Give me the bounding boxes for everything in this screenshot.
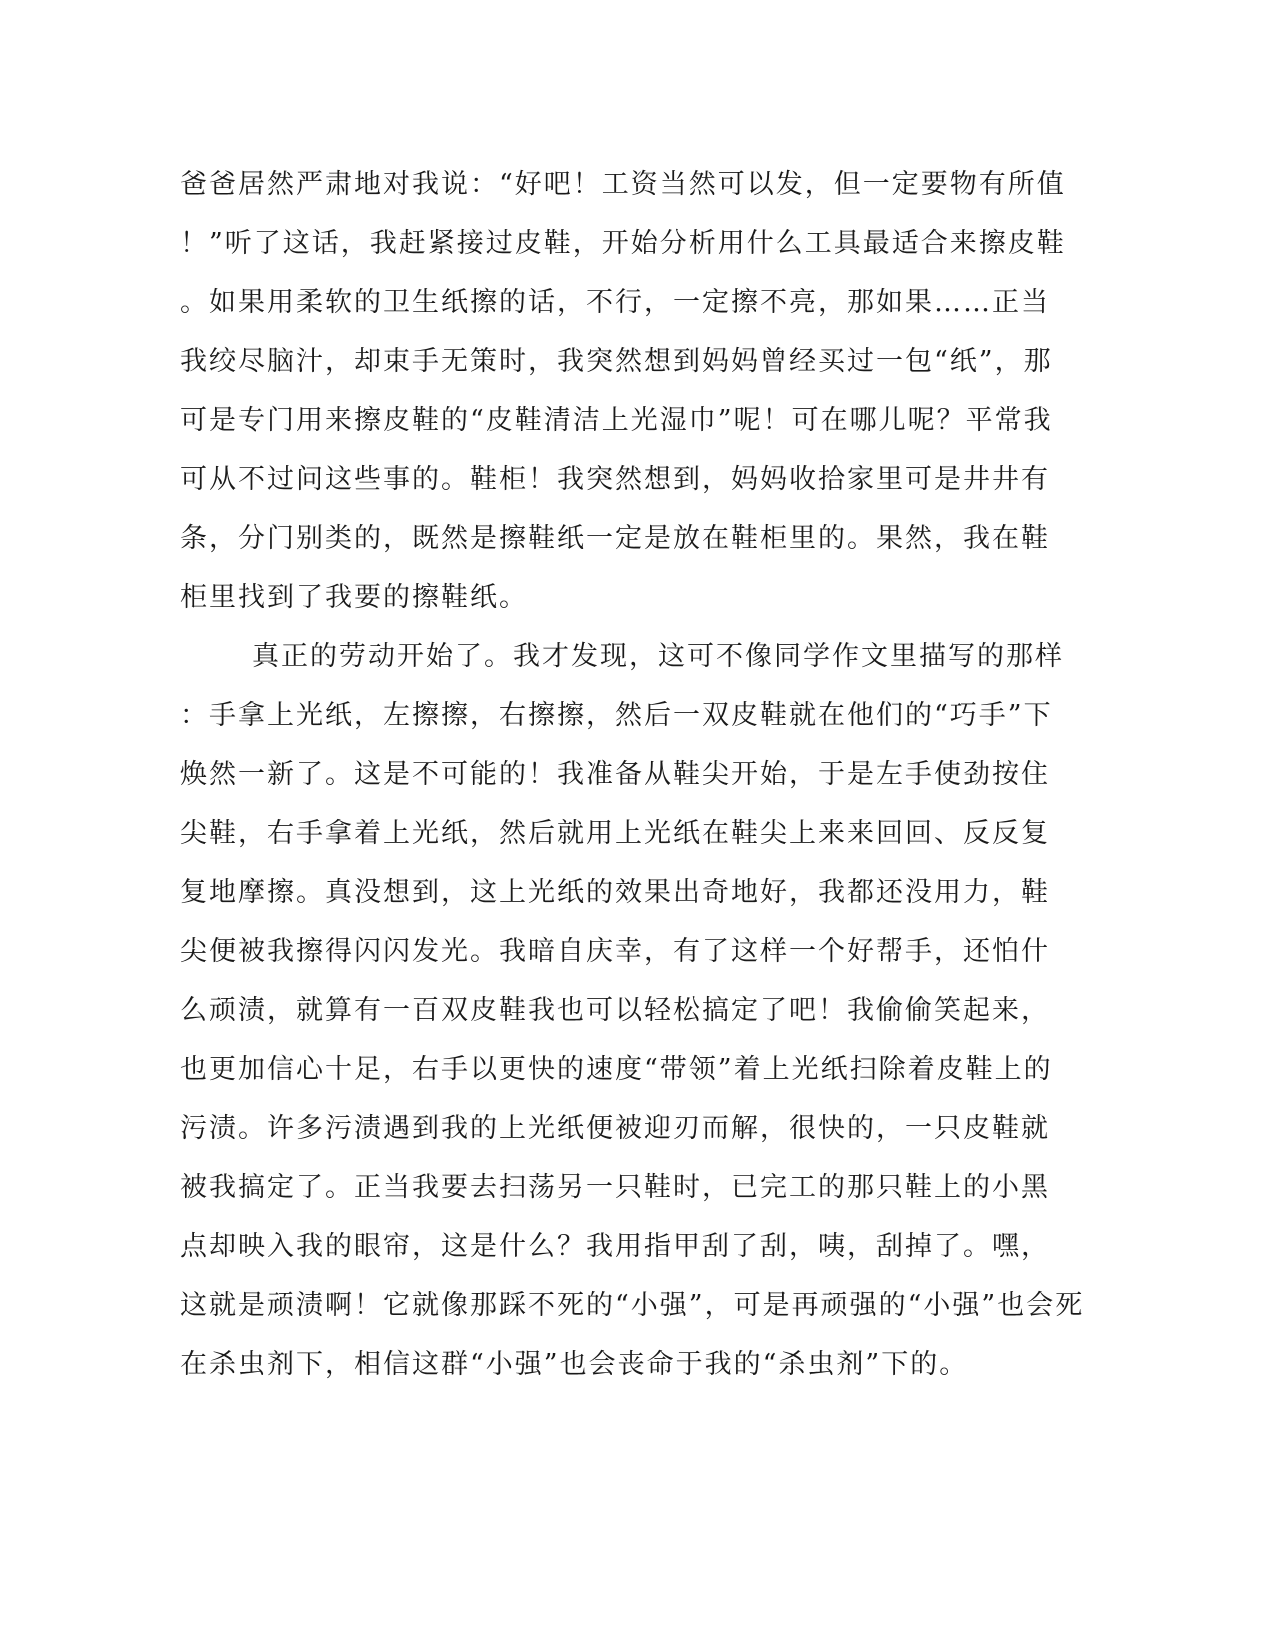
text-line: 复地摩擦。真没想到，这上光纸的效果出奇地好，我都还没用力，鞋 — [180, 877, 1050, 908]
text-line: 尖便被我擦得闪闪发光。我暗自庆幸，有了这样一个好帮手，还怕什 — [180, 936, 1050, 967]
text-line: 我绞尽脑汁，却束手无策时，我突然想到妈妈曾经买过一包“纸”，那 — [180, 346, 1053, 377]
text-line: 尖鞋，右手拿着上光纸，然后就用上光纸在鞋尖上来来回回、反反复 — [180, 818, 1050, 849]
text-line: 么顽渍，就算有一百双皮鞋我也可以轻松搞定了吧！我偷偷笑起来， — [180, 995, 1050, 1026]
text-line: 可是专门用来擦皮鞋的“皮鞋清洁上光湿巾”呢！可在哪儿呢？平常我 — [180, 405, 1053, 436]
text-line: 在杀虫剂下，相信这群“小强”也会丧命于我的“杀虫剂”下的。 — [180, 1349, 969, 1380]
text-line: 。如果用柔软的卫生纸擦的话，不行，一定擦不亮，那如果……正当 — [180, 287, 1050, 318]
text-line: 点却映入我的眼帘，这是什么？我用指甲刮了刮，咦，刮掉了。嘿， — [180, 1231, 1050, 1262]
text-line: 爸爸居然严肃地对我说：“好吧！工资当然可以发，但一定要物有所值 — [180, 169, 1066, 200]
text-line: 焕然一新了。这是不可能的！我准备从鞋尖开始，于是左手使劲按住 — [180, 759, 1050, 790]
text-line: 污渍。许多污渍遇到我的上光纸便被迎刃而解，很快的，一只皮鞋就 — [180, 1113, 1050, 1144]
text-line: ！”听了这话，我赶紧接过皮鞋，开始分析用什么工具最适合来擦皮鞋 — [180, 228, 1066, 259]
paragraph-2 — [180, 627, 1085, 1394]
text-line: ：手拿上光纸，左擦擦，右擦擦，然后一双皮鞋就在他们的“巧手”下 — [180, 700, 1053, 731]
text-line: 被我搞定了。正当我要去扫荡另一只鞋时，已完工的那只鞋上的小黑 — [180, 1172, 1050, 1203]
document-body — [180, 155, 1085, 1394]
text-line: 真正的劳动开始了。我才发现，这可不像同学作文里描写的那样 — [252, 641, 1064, 672]
paragraph-1 — [180, 155, 1066, 627]
text-line: 可从不过问这些事的。鞋柜！我突然想到，妈妈收拾家里可是井井有 — [180, 464, 1050, 495]
text-line: 条，分门别类的，既然是擦鞋纸一定是放在鞋柜里的。果然，我在鞋 — [180, 523, 1050, 554]
text-line: 柜里找到了我要的擦鞋纸。 — [180, 582, 528, 613]
text-line: 这就是顽渍啊！它就像那踩不死的“小强”，可是再顽强的“小强”也会死 — [180, 1290, 1085, 1321]
text-line: 也更加信心十足，右手以更快的速度“带领”着上光纸扫除着皮鞋上的 — [180, 1054, 1053, 1085]
